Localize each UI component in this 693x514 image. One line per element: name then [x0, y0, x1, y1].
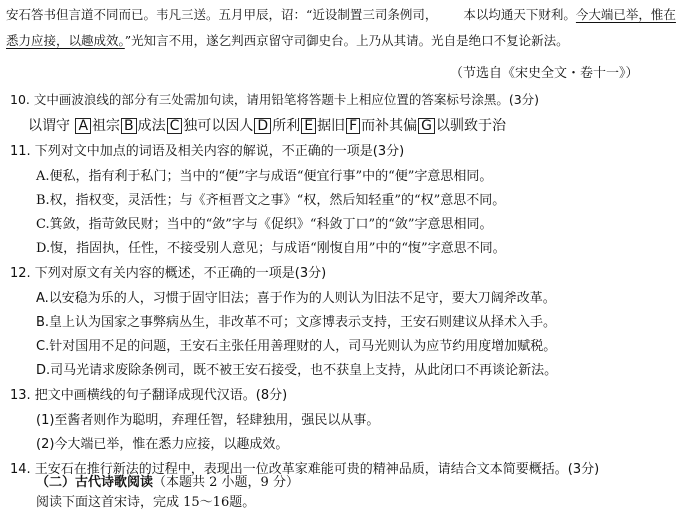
- q10-segment: 据旧: [317, 118, 346, 134]
- q12-option-b: B.皇上认为国家之事弊病丛生，非改革不可；文彦博表示支持，王安石则建议从择术入手。: [36, 315, 557, 330]
- q13-item-1: (1)至酱者则作为聪明，弃理任智，轻肆独用，强民以从事。: [36, 413, 380, 428]
- answer-box-a: A: [75, 118, 91, 134]
- q10-segment: 而补其偏: [361, 118, 418, 134]
- passage-source: （节选自《宋史全文・卷十一》）: [450, 66, 639, 81]
- q11-option-c: C.箕敛，指苛敛民财；当中的“敛”字与《促织》“科敛丁口”的“敛”字意思相同。: [36, 217, 493, 232]
- q10-segment: 祖宗: [92, 118, 121, 134]
- underlined-sentence: 悉力应接，以趣成效。: [6, 33, 125, 48]
- answer-box-c: C: [167, 118, 183, 134]
- q12-option-c: C.针对国用不足的问题，王安石主张任用善理财的人，司马光则认为应节约用度增加赋税。: [36, 339, 557, 354]
- answer-box-b: B: [121, 118, 137, 134]
- underlined-sentence: 今大端已举，惟在: [575, 7, 676, 22]
- q10-segment: 以驯致于治: [435, 118, 506, 134]
- section-note: （本题共 2 小题，9 分）: [153, 475, 299, 490]
- q11-option-b: B.权，指权变，灵活性；与《齐桓晋文之事》“权，然后知轻重”的“权”意思不同。: [36, 193, 506, 208]
- q12-option-d: D.司马光请求废除条例司，既不被王安石接受，也不获皇上支持，从此闭口不再谈论新法。: [36, 363, 558, 378]
- q12-option-a: A.以安稳为乐的人，习惯于固守旧法；喜于作为的人则认为旧法不足守，要大刀阔斧改革。: [36, 291, 556, 306]
- q10-segment: 成法: [137, 118, 166, 134]
- q10-segment: 独可以因人: [183, 118, 254, 134]
- passage-text: 安石答书但言道不同而已。韦凡三送。五月甲辰，诏：“近设制置三司条例司，: [6, 7, 438, 22]
- answer-box-f: F: [346, 118, 360, 134]
- passage-text: ”光知言不用，遂乞判西京留守司御史台。上乃从其请。光自是绝口不复论新法。: [124, 33, 569, 48]
- q10-segment: 以谓守: [28, 118, 70, 134]
- q10-punctuation-line: [28, 117, 506, 135]
- passage-line-1: [6, 6, 676, 24]
- answer-box-g: G: [418, 118, 435, 134]
- q13-item-2: (2)今大端已举，惟在悉力应接，以趣成效。: [36, 437, 289, 452]
- question-11: 11. 下列对文中加点的词语及相关内容的解说，不正确的一项是(3分): [10, 144, 405, 159]
- question-12: 12. 下列对原文有关内容的概述，不正确的一项是(3分): [10, 266, 327, 281]
- section-intro: 阅读下面这首宋诗，完成 15～16题。: [36, 495, 256, 510]
- passage-text: 本以均通天下财利。: [463, 7, 576, 22]
- section-title: （二）古代诗歌阅读: [36, 475, 154, 490]
- passage-line-2: [6, 32, 569, 50]
- q11-option-a: A.便私，指有利于私门；当中的“便”字与成语“便宜行事”中的“便”字意思相同。: [36, 169, 493, 184]
- answer-box-e: E: [301, 118, 316, 134]
- question-13: 13. 把文中画横线的句子翻译成现代汉语。(8分): [10, 388, 288, 403]
- answer-box-d: D: [254, 118, 271, 134]
- section-heading: [36, 474, 299, 492]
- question-10: 10. 文中画波浪线的部分有三处需加句读，请用铅笔将答题卡上相应位置的答案标号涂黑。(3分): [10, 92, 540, 107]
- q11-option-d: D.愎，指固执，任性，不接受别人意见；与成语“刚愎自用”中的“愎”字意思不同。: [36, 241, 506, 256]
- question-14: 14. 王安石在推行新法的过程中，表现出一位改革家难能可贵的精神品质，请结合文本简要概括。(3分): [10, 462, 600, 477]
- q10-segment: 所利: [272, 118, 301, 134]
